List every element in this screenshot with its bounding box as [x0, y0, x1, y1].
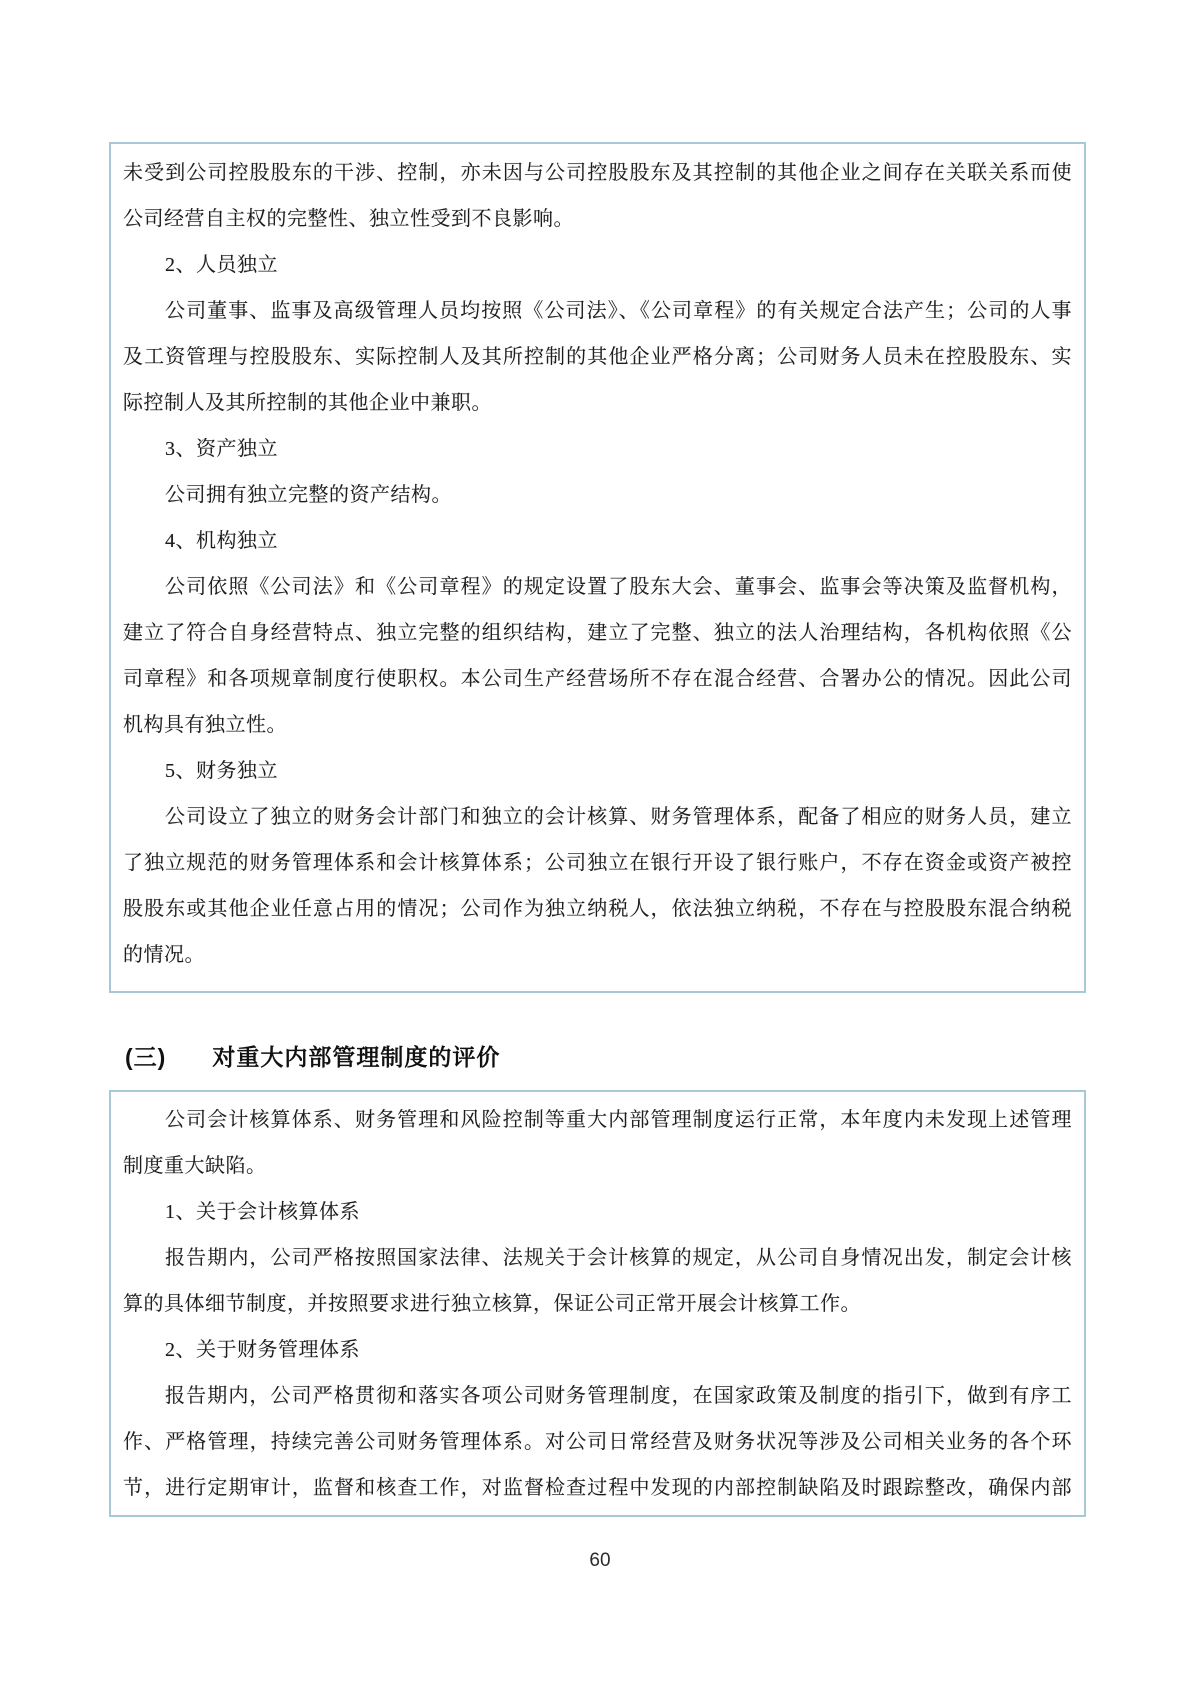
section-title: 对重大内部管理制度的评价: [212, 1044, 501, 1070]
text-line: 公司拥有独立完整的资产结构。: [165, 484, 452, 506]
text-line: 的情况。: [123, 944, 205, 966]
text-line: 股股东或其他企业任意占用的情况；公司作为独立纳税人，依法独立纳税，不存在与控股股东混合纳税: [123, 898, 1072, 920]
text-line: 报告期内，公司严格贯彻和落实各项公司财务管理制度，在国家政策及制度的指引下，做到有序工: [165, 1385, 1072, 1407]
text-line: 报告期内，公司严格按照国家法律、法规关于会计核算的规定，从公司自身情况出发，制定会计核: [165, 1247, 1072, 1269]
text-line: 际控制人及其所控制的其他企业中兼职。: [123, 392, 492, 414]
internal-management-evaluation-box: [109, 1090, 1086, 1517]
text-line: 机构具有独立性。: [123, 714, 287, 736]
text-line: 2、人员独立: [165, 254, 278, 276]
text-line: 作、严格管理，持续完善公司财务管理体系。对公司日常经营及财务状况等涉及公司相关业务的各个环: [123, 1431, 1072, 1453]
section-heading: [125, 1042, 500, 1072]
text-line: 司章程》和各项规章制度行使职权。本公司生产经营场所不存在混合经营、合署办公的情况。因此公司: [123, 668, 1072, 690]
page-number: 60: [589, 1550, 611, 1571]
text-line: 公司经营自主权的完整性、独立性受到不良影响。: [123, 208, 574, 230]
text-line: 5、财务独立: [165, 760, 278, 782]
text-line: 公司会计核算体系、财务管理和风险控制等重大内部管理制度运行正常，本年度内未发现上述管理: [165, 1109, 1072, 1131]
text-line: 2、关于财务管理体系: [165, 1339, 360, 1361]
text-line: 算的具体细节制度，并按照要求进行独立核算，保证公司正常开展会计核算工作。: [123, 1293, 861, 1315]
text-line: 1、关于会计核算体系: [165, 1201, 360, 1223]
text-line: 4、机构独立: [165, 530, 278, 552]
text-line: 制度重大缺陷。: [123, 1155, 267, 1177]
text-line: 未受到公司控股股东的干涉、控制，亦未因与公司控股股东及其控制的其他企业之间存在关联关系而使: [123, 162, 1072, 184]
text-line: 建立了符合自身经营特点、独立完整的组织结构，建立了完整、独立的法人治理结构，各机构依照《公: [123, 622, 1072, 644]
text-line: 节，进行定期审计，监督和核查工作，对监督检查过程中发现的内部控制缺陷及时跟踪整改，确保内部: [123, 1477, 1072, 1499]
text-line: 公司董事、监事及高级管理人员均按照《公司法》、《公司章程》的有关规定合法产生；公司的人事: [165, 300, 1072, 322]
text-line: 及工资管理与控股股东、实际控制人及其所控制的其他企业严格分离；公司财务人员未在控股股东、实: [123, 346, 1072, 368]
section-number: (三): [125, 1044, 167, 1070]
text-line: 了独立规范的财务管理体系和会计核算体系；公司独立在银行开设了银行账户，不存在资金或资产被控: [123, 852, 1072, 874]
text-line: 公司依照《公司法》和《公司章程》的规定设置了股东大会、董事会、监事会等决策及监督机构，: [165, 576, 1072, 598]
text-line: 公司设立了独立的财务会计部门和独立的会计核算、财务管理体系，配备了相应的财务人员，建立: [165, 806, 1072, 828]
independence-text-box: [109, 142, 1086, 993]
text-line: 3、资产独立: [165, 438, 278, 460]
